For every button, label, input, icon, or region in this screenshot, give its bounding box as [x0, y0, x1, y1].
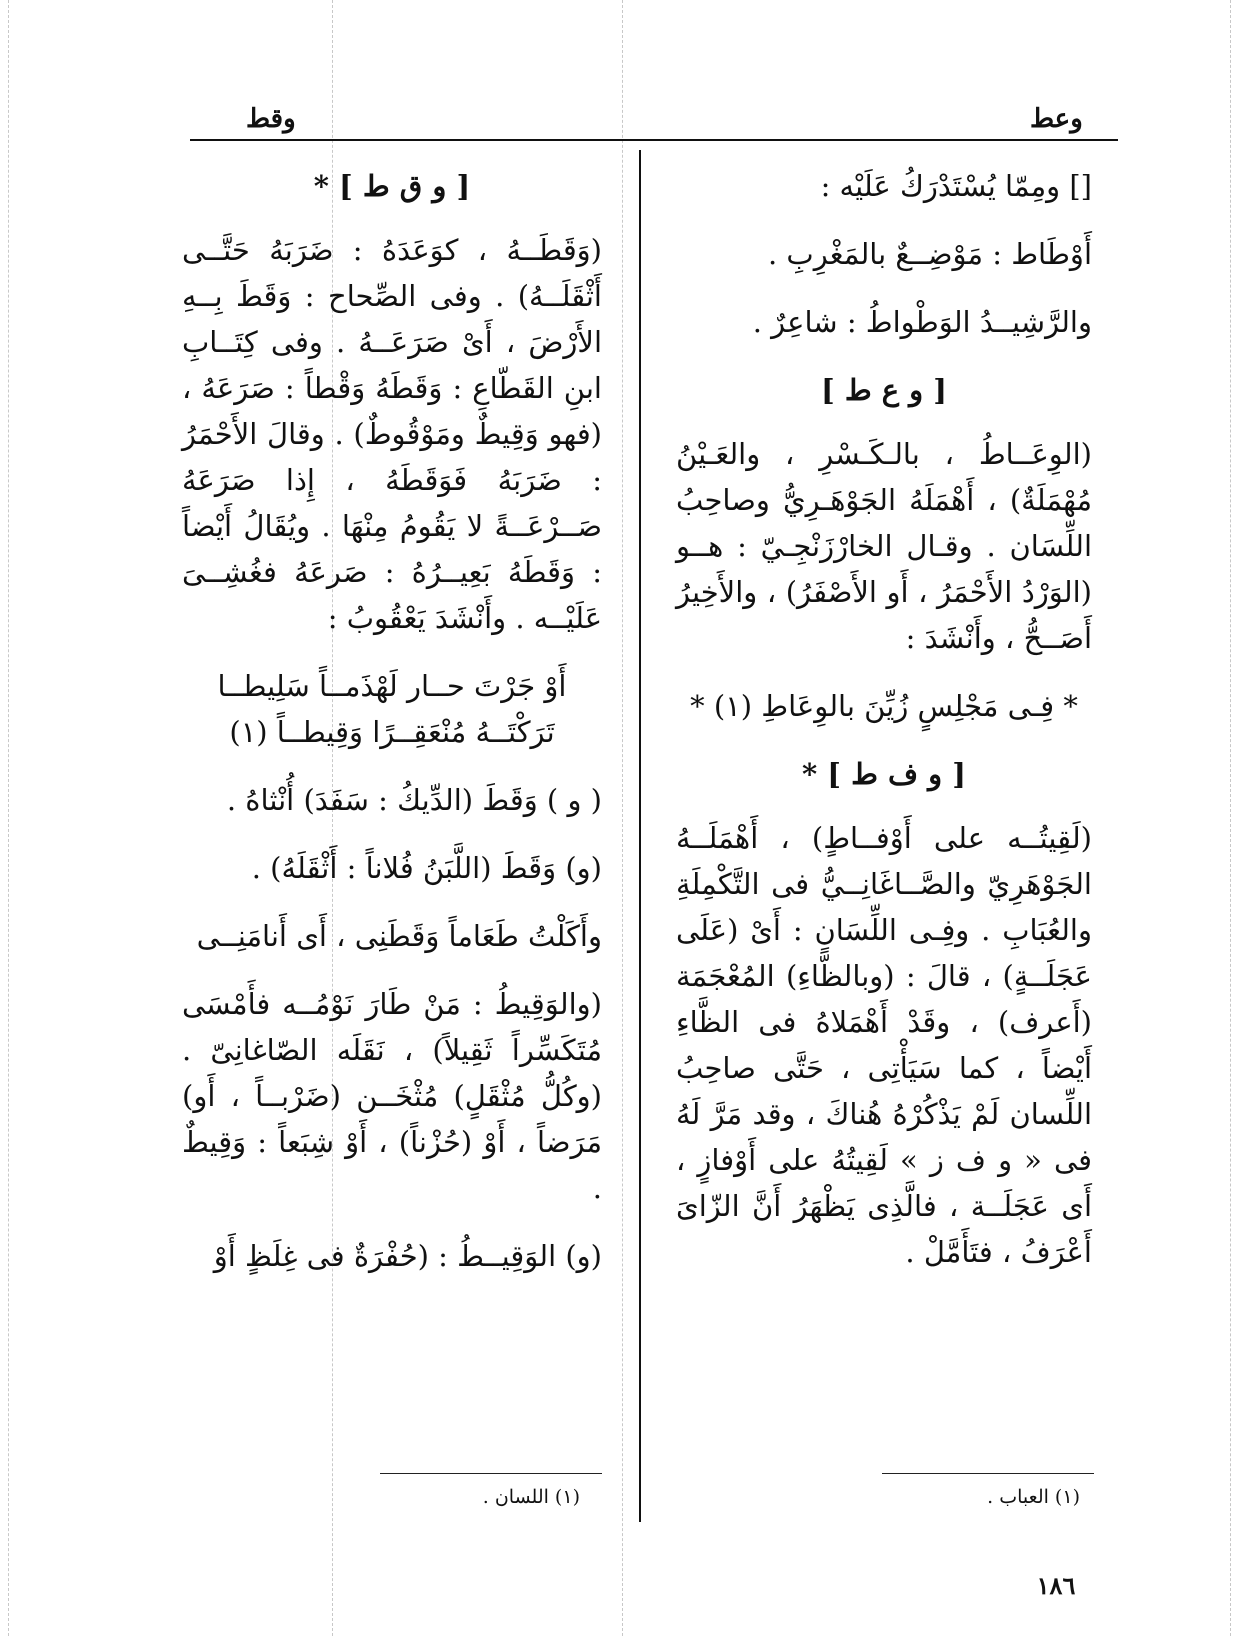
footnote-rule-right: [882, 1473, 1094, 1474]
scan-fold-line: [8, 0, 9, 1636]
entry-text: [] ومِمّا يُسْتَدْرَكُ عَلَيْه :: [820, 169, 1092, 203]
verse-line: تَرَكْتَــهُ مُنْعَقِــرًا وَقِيطــاً (١): [229, 715, 555, 749]
column-separator: [639, 150, 641, 1522]
scan-fold-line: [622, 0, 623, 1636]
footnote-right: (١) العباب .: [987, 1486, 1080, 1508]
footnote-rule-left: [380, 1473, 602, 1474]
running-header-left: وقط: [246, 104, 296, 134]
entry-text: (لَقِيتُــه على أَوْفــاطٍ) ، أَهْمَلَــهُ الجَوْهَرِيّ والصَّــاغَانِــيُّ فى التَّكْمِلَةِ والعُبَابِ . وفِـى اللِّسَانِ : أَىْ (عَلَى عَجَلَــةٍ) ، قالَ : (وبالظَّاءِ) المُعْجَمَة (أَعرف) ، وقَدْ أَهْمَلاهُ فى الظَّاءِ أَيْضاً ، كما سَيَأْتِى ، حَتَّى صاحِبُ اللِّسان لَمْ يَذْكُرْهُ هُناكَ ، وقد مَرَّ لَهُ فى « و ف ز » لَقِيتُهُ على أَوْفازٍ ، أَى عَجَلَــة ، فالَّذِى يَظْهَرُ أَنَّ الزّاىَ أَعْرَفُ ، فتَأَمَّلْ .: [676, 821, 1092, 1269]
verse-line: أَوْ جَرْتَ حــار لَهْذَمــاً سَلِيطــا: [217, 669, 567, 703]
entry-text: والرَّشِيــدُ الوَطْواطُ : شاعِرٌ .: [752, 305, 1092, 339]
entry-text: (و) وَقَطَ (اللَّبَنُ فُلاناً : أَثْقَلَهُ) .: [251, 851, 602, 885]
entry-text: (والوَقِيطُ : مَنْ طَارَ نَوْمُــه فأَمْسَى مُتَكَسِّراً ثَقِيلاً) ، نَقَلَه الصّاغانِىّ . (وكُلُّ مُثْقَلٍ) مُثْخَــن (ضَرْبــاً ، أَو) مَرَضاً ، أَوْ (حُزْناً) ، أَوْ شِبَعاً : وَقِيطٌ .: [182, 987, 602, 1205]
entry-text: ( و ) وَقَطَ (الدِّيكُ : سَفَدَ) أُنْثاهُ .: [226, 783, 602, 817]
right-column: [676, 163, 1092, 1297]
left-column: [182, 163, 602, 1301]
entry-heading: [ و ق ط ] *: [313, 169, 471, 203]
entry-text: وأَكَلْتُ طَعَاماً وَقَطَنِى ، أَى أَنامَنِــى: [196, 919, 602, 953]
verse-quote: [676, 683, 1092, 729]
entry-heading: [ و ف ط ] *: [802, 757, 966, 791]
verse-line: * فِـى مَجْلِسٍ زُيِّنَ بالوِعَاطِ (١) *: [690, 689, 1078, 723]
entry-text: (الوِعَــاطُ ، بالـكَـسْرِ ، والعَـيْنُ مُهْمَلَةٌ) ، أَهْمَلَهُ الجَوْهَـرِيُّ وصاحِبُ اللِّسَان . وقـال الخارْزَنْجِـيّ : هــو (الوَرْدُ الأَحْمَرُ ، أَو الأَصْفَرُ) ، والأَخِيرُ أَصَــحُّ ، وأَنْشَدَ :: [676, 437, 1092, 655]
scan-fold-line: [1230, 0, 1231, 1636]
page-number: ١٨٦: [1036, 1571, 1076, 1600]
entry-text: أَوْطَاط : مَوْضِــعٌ بالمَغْرِبِ .: [767, 237, 1092, 271]
entry-heading: [ و ع ط ]: [821, 373, 947, 407]
entry-text: (وَقَطَــهُ ، كوَعَدَهُ : ضَرَبَهُ حَتَّــى أَثْقَلَــهُ) . وفى الصِّحاح : وَقَطَ بِــهِ الأَرْضَ ، أَىْ صَرَعَــهُ . وفى كِتَــابِ ابنِ القَطّاعِ : وَقَطَهُ وَقْطاً : صَرَعَهُ ، (فهو وَقِيطٌ ومَوْقُوطٌ) . وقالَ الأَحْمَرُ : ضَرَبَهُ فَوَقَطَهُ ، إِذا صَرَعَهُ صَــرْعَــةً لا يَقُومُ مِنْهَا . ويُقَالُ أَيْضاً : وَقَطَهُ بَعِيــرُهُ : صَرعَهُ فغُشِــىَ عَلَيْــه . وأَنْشَدَ يَعْقُوبُ :: [182, 233, 602, 635]
running-header-right: وعط: [1030, 104, 1083, 134]
entry-text: (و) الوَقِيــطُ : (حُفْرَةٌ فى غِلَظٍ أَوْ: [213, 1239, 602, 1273]
header-rule: [190, 139, 1118, 141]
footnote-left: (١) اللسان .: [482, 1486, 580, 1508]
verse-quote: [182, 663, 602, 755]
